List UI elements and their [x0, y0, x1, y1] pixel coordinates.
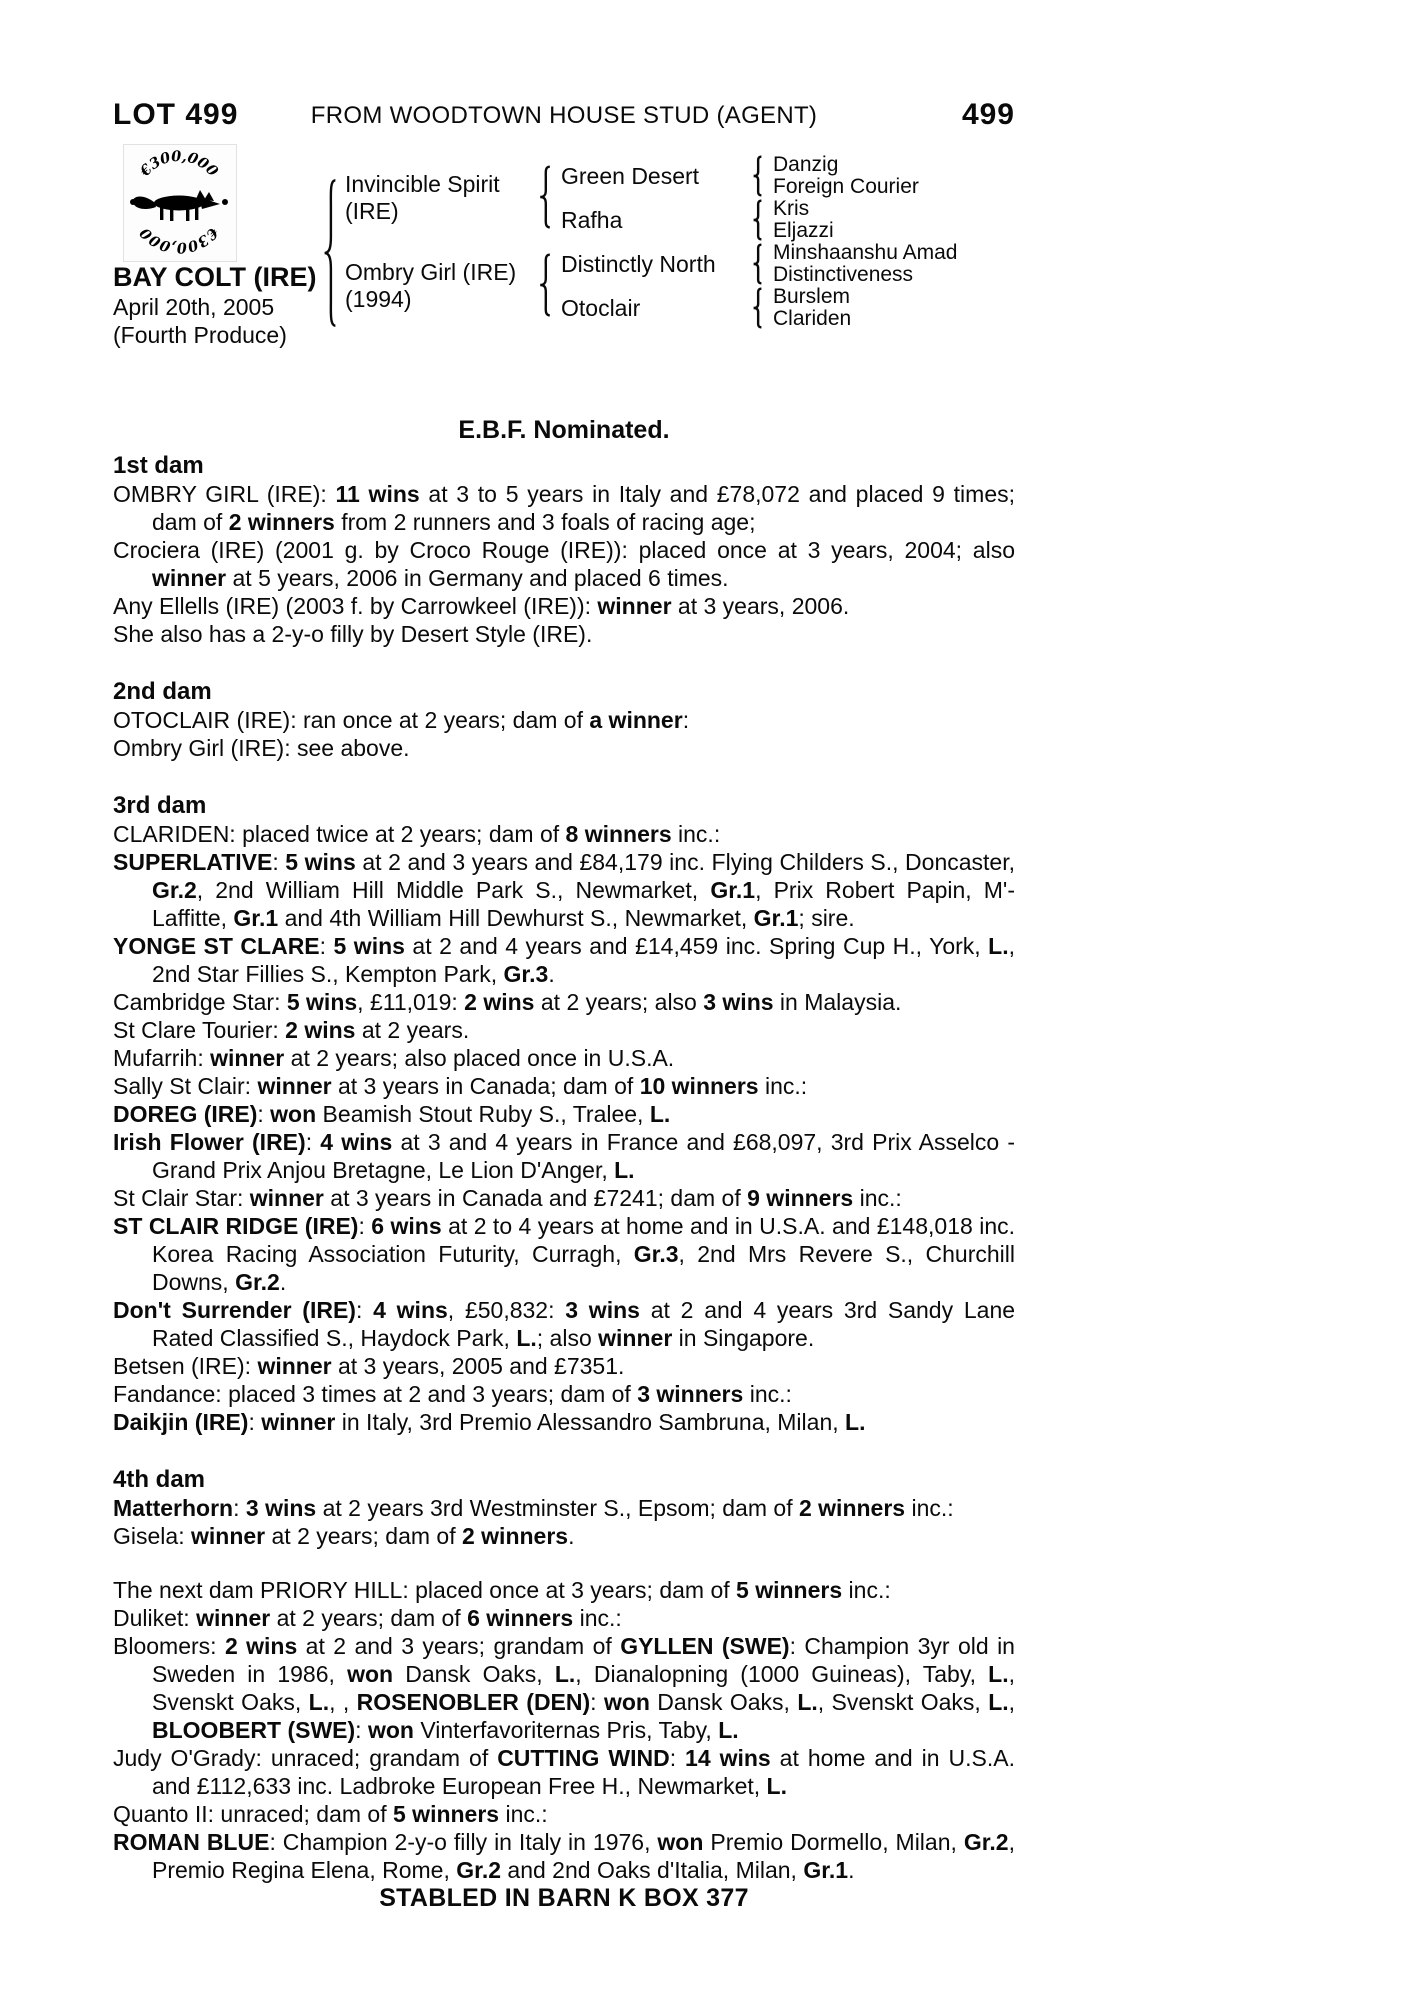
pedigree-paragraph: ROMAN BLUE: Champion 2-y-o filly in Italy in 1976, won Premio Dormello, Milan, Gr.2, Premio Regina Elena, Rome, Gr.2 and 2nd Oaks d'Italia, Milan, Gr.1.: [113, 1829, 1015, 1883]
pedigree-paragraph: Quanto II: unraced; dam of 5 winners inc.:: [113, 1801, 548, 1827]
fox-icon: [133, 190, 220, 221]
pedigree-paragraph: SUPERLATIVE: 5 wins at 2 and 3 years and £84,179 inc. Flying Childers S., Doncaster, Gr.2, 2nd William Hill Middle Park S., Newmarket, Gr.1, Prix Robert Papin, M'-Laffitte, Gr.1 and 4th William Hill Dewhurst S., Newmarket, Gr.1; sire.: [113, 849, 1016, 931]
pedigree-paragraph: She also has a 2-y-o filly by Desert Style (IRE).: [113, 621, 593, 647]
sire-dam-dam: Eljazzi: [773, 219, 834, 242]
pedigree-paragraph: ST CLAIR RIDGE (IRE): 6 wins at 2 to 4 years at home and in U.S.A. and £148,018 inc. Korea Racing Association Futurity, Curragh, Gr.3, 2nd Mrs Revere S., Churchill Downs, Gr.2.: [113, 1213, 1016, 1295]
sire-name-line1: Invincible Spirit: [345, 171, 500, 197]
pedigree-paragraph: DOREG (IRE): won Beamish Stout Ruby S., Tralee, L.: [113, 1101, 671, 1127]
pedigree-paragraph: Fandance: placed 3 times at 2 and 3 years; dam of 3 winners inc.:: [113, 1381, 792, 1407]
pedigree-brace: [751, 155, 764, 197]
pedigree-brace: [751, 287, 764, 329]
pedigree-paragraph: Betsen (IRE): winner at 3 years, 2005 and £7351.: [113, 1353, 625, 1379]
stabled-location: STABLED IN BARN K BOX 377: [379, 1884, 749, 1912]
svg-text:€300,000: [136, 148, 221, 181]
pedigree-tree: [113, 144, 1015, 354]
pedigree-paragraph: Any Ellells (IRE) (2003 f. by Carrowkeel (IRE)): winner at 3 years, 2006.: [113, 593, 850, 619]
pedigree-paragraph: Judy O'Grady: unraced; grandam of CUTTING WIND: 14 wins at home and in U.S.A. and £112,633 inc. Ladbroke European Free H., Newmarket, L.: [113, 1745, 1015, 1799]
price-stamp: [123, 144, 237, 262]
sire-dam-sire: Kris: [773, 197, 810, 220]
pedigree-paragraph: Duliket: winner at 2 years; dam of 6 winners inc.:: [113, 1605, 622, 1631]
produce-note: (Fourth Produce): [113, 322, 287, 348]
dam-dam-dam: Clariden: [773, 307, 852, 330]
pedigree-paragraph: Crociera (IRE) (2001 g. by Croco Rouge (IRE)): placed once at 3 years, 2004; also winner at 5 years, 2006 in Germany and placed 6 times.: [113, 537, 1015, 591]
dam-section-heading: 1st dam: [113, 452, 204, 479]
dam-name-line2: (1994): [345, 286, 412, 312]
sire-dam: Rafha: [561, 207, 623, 233]
sire-name-line2: (IRE): [345, 198, 399, 224]
dam-dam: Otoclair: [561, 295, 641, 321]
consignor-line: FROM WOODTOWN HOUSE STUD (AGENT): [310, 102, 818, 129]
horse-name: BAY COLT (IRE): [113, 262, 317, 292]
pedigree-paragraph: Matterhorn: 3 wins at 2 years 3rd Westminster S., Epsom; dam of 2 winners inc.:: [113, 1495, 954, 1521]
dam-section-heading: 2nd dam: [113, 678, 212, 705]
dam-name: [345, 259, 516, 313]
price-stamp-graphic: [124, 145, 234, 259]
sire-sire-dam: Foreign Courier: [773, 175, 919, 198]
pedigree-text-sections: [113, 452, 1015, 1884]
pedigree-paragraph: Mufarrih: winner at 2 years; also placed once in U.S.A.: [113, 1045, 675, 1071]
dam-section-heading: 3rd dam: [113, 792, 207, 819]
pedigree-paragraph: St Clare Tourier: 2 wins at 2 years.: [113, 1017, 470, 1043]
stamp-price-bottom: €300,000: [136, 224, 222, 257]
pedigree-brace: [751, 199, 764, 241]
svg-text:€300,000: [137, 223, 222, 256]
pedigree-paragraph: CLARIDEN: placed twice at 2 years; dam of 8 winners inc.:: [113, 821, 721, 847]
ebf-nomination: E.B.F. Nominated.: [458, 416, 670, 444]
pedigree-paragraph: OMBRY GIRL (IRE): 11 wins at 3 to 5 years in Italy and £78,072 and placed 9 times; dam of 2 winners from 2 runners and 3 foals of racing age;: [113, 481, 1016, 535]
pedigree-brace: [751, 243, 764, 285]
dam-sire: Distinctly North: [561, 251, 716, 277]
dam-section-heading: 4th dam: [113, 1466, 206, 1493]
section-gap: [113, 1550, 1015, 1576]
pedigree-brace: [321, 174, 339, 332]
pedigree-paragraph: OTOCLAIR (IRE): ran once at 2 years; dam of a winner:: [113, 707, 690, 733]
foal-date: April 20th, 2005: [113, 294, 275, 320]
pedigree-paragraph: St Clair Star: winner at 3 years in Canada and £7241; dam of 9 winners inc.:: [113, 1185, 902, 1211]
pedigree-paragraph: Don't Surrender (IRE): 4 wins, £50,832: 3 wins at 2 and 4 years 3rd Sandy Lane Rated Classified S., Haydock Park, L.; also winner in Singapore.: [113, 1297, 1016, 1351]
pedigree-paragraph: Bloomers: 2 wins at 2 and 3 years; grandam of GYLLEN (SWE): Champion 3yr old in Sweden in 1986, won Dansk Oaks, L., Dianalopning (1000 Guineas), Taby, L., Svenskt Oaks, L., , ROSENOBLER (DEN): won Dansk Oaks, L., Svenskt Oaks, L., BLOOBERT (SWE): won Vinterfavoriternas Pris, Taby, L.: [113, 1633, 1016, 1743]
dam-name-line1: Ombry Girl (IRE): [345, 259, 517, 285]
pedigree-paragraph: Ombry Girl (IRE): see above.: [113, 735, 410, 761]
sire-sire: Green Desert: [561, 163, 700, 189]
stamp-dot-right: [222, 199, 228, 205]
pedigree-paragraph: Irish Flower (IRE): 4 wins at 3 and 4 years in France and £68,097, 3rd Prix Asselco - Grand Prix Anjou Bretagne, Le Lion D'Anger, L.: [113, 1129, 1015, 1183]
pedigree-brace: [537, 164, 553, 230]
sire-sire-sire: Danzig: [773, 153, 839, 176]
page-number: 499: [961, 98, 1015, 131]
page-header: [113, 98, 1015, 134]
pedigree-paragraph: Sally St Clair: winner at 3 years in Canada; dam of 10 winners inc.:: [113, 1073, 808, 1099]
sire-name: [345, 171, 500, 225]
dam-sire-sire: Minshaanshu Amad: [773, 241, 958, 264]
pedigree-paragraph: Daikjin (IRE): winner in Italy, 3rd Premio Alessandro Sambruna, Milan, L.: [113, 1409, 866, 1435]
dam-sire-dam: Distinctiveness: [773, 263, 914, 286]
dam-dam-sire: Burslem: [773, 285, 851, 308]
stamp-price-top: €300,000: [136, 147, 222, 180]
pedigree-brace: [537, 252, 553, 318]
pedigree-paragraph: The next dam PRIORY HILL: placed once at 3 years; dam of 5 winners inc.:: [113, 1577, 891, 1603]
pedigree-paragraph: YONGE ST CLARE: 5 wins at 2 and 4 years and £14,459 inc. Spring Cup H., York, L., 2nd Star Fillies S., Kempton Park, Gr.3.: [113, 933, 1015, 987]
pedigree-paragraph: Cambridge Star: 5 wins, £11,019: 2 wins at 2 years; also 3 wins in Malaysia.: [113, 989, 902, 1015]
lot-number: LOT 499: [113, 98, 239, 131]
pedigree-paragraph: Gisela: winner at 2 years; dam of 2 winners.: [113, 1523, 575, 1549]
